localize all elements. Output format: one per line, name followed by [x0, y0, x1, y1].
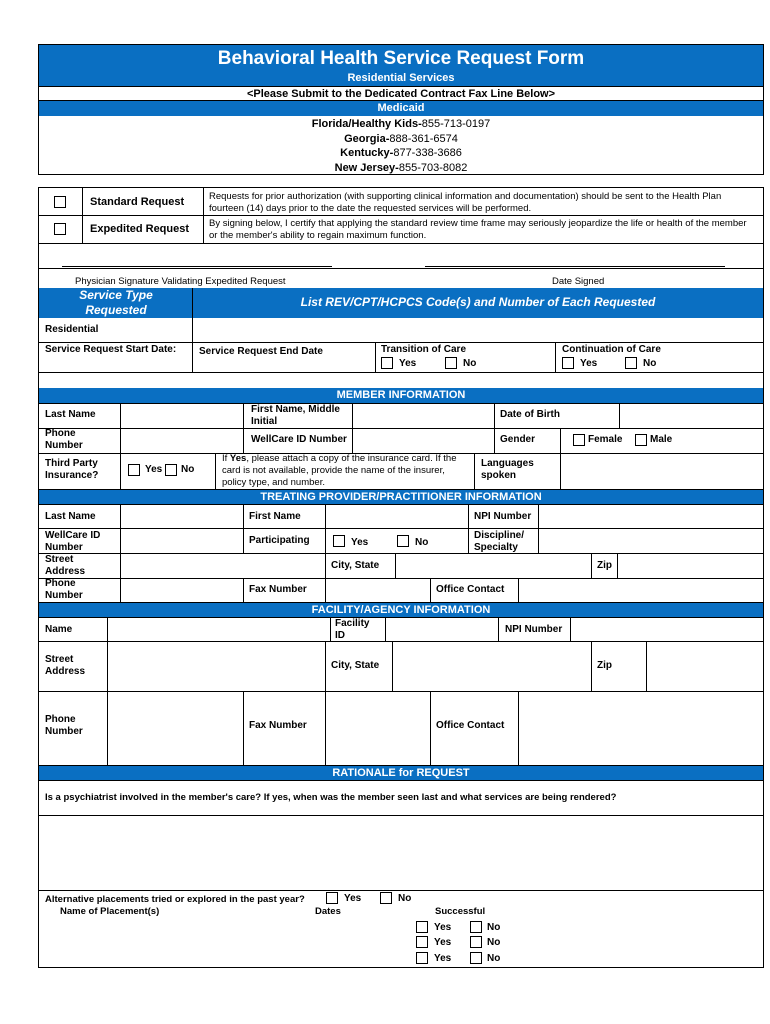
provider-last-name-label: Last Name — [45, 511, 96, 522]
member-phone-label: Phone Number — [45, 428, 83, 451]
placement-1-no-checkbox[interactable] — [470, 921, 482, 933]
placement-3-no-label: No — [487, 953, 501, 964]
placement-2-yes-label: Yes — [434, 937, 452, 948]
transition-yes-checkbox[interactable] — [381, 357, 393, 369]
fax-note: <Please Submit to the Dedicated Contract Fax Line Below> — [39, 86, 763, 101]
form-title: Behavioral Health Service Request Form — [39, 45, 763, 72]
alternative-no-label: No — [398, 893, 412, 904]
provider-office-contact-label: Office Contact — [436, 584, 505, 595]
placement-1-yes-label: Yes — [434, 922, 452, 933]
participating-label: Participating — [249, 535, 310, 546]
third-party-yes-checkbox[interactable] — [128, 464, 140, 476]
facility-street-label: Street Address — [45, 654, 86, 677]
participating-yes-checkbox[interactable] — [333, 535, 345, 547]
facility-fax-label: Fax Number — [249, 720, 307, 731]
signature-line[interactable] — [62, 266, 332, 267]
facility-npi-label: NPI Number — [505, 624, 563, 635]
fax-line-georgia: Georgia-888-361-6574 — [344, 132, 458, 145]
end-date-label: Service Request End Date — [199, 346, 323, 357]
placement-3-no-checkbox[interactable] — [470, 952, 482, 964]
provider-wellcare-id-label: WellCare ID Number — [45, 530, 101, 553]
provider-zip-label: Zip — [597, 560, 612, 571]
member-wellcare-id-label: WellCare ID Number — [251, 434, 347, 445]
gender-male-checkbox[interactable] — [635, 434, 647, 446]
continuation-no-label: No — [643, 358, 657, 369]
date-signed-line[interactable] — [425, 266, 725, 267]
facility-phone-label: Phone Number — [45, 714, 83, 737]
transition-no-label: No — [463, 358, 477, 369]
third-party-no-checkbox[interactable] — [165, 464, 177, 476]
facility-office-contact-label: Office Contact — [436, 720, 505, 731]
alternative-yes-label: Yes — [344, 893, 362, 904]
standard-request-label: Standard Request — [90, 196, 185, 208]
alternative-no-checkbox[interactable] — [380, 892, 392, 904]
program-label: Medicaid — [39, 101, 763, 116]
placement-dates-column: Dates — [315, 906, 341, 917]
provider-info-header: TREATING PROVIDER/PRACTITIONER INFORMATION — [39, 490, 763, 504]
facility-id-label: Facility ID — [335, 618, 370, 641]
continuation-yes-label: Yes — [580, 358, 598, 369]
provider-first-name-label: First Name — [249, 511, 301, 522]
form-subtitle: Residential Services — [39, 72, 763, 86]
expedited-request-label: Expedited Request — [90, 223, 190, 235]
member-last-name-label: Last Name — [45, 409, 96, 420]
languages-label: Languages spoken — [481, 458, 534, 481]
member-gender-label: Gender — [500, 434, 536, 445]
service-type-header: Service Type Requested — [79, 288, 153, 317]
third-party-note: If Yes, please attach a copy of the insurance card. If the card is not available, provide the name of the insurer, policy type, and number. — [222, 453, 457, 488]
facility-name-label: Name — [45, 624, 73, 635]
placement-2-no-checkbox[interactable] — [470, 936, 482, 948]
continuation-yes-checkbox[interactable] — [562, 357, 574, 369]
placement-2-yes-checkbox[interactable] — [416, 936, 428, 948]
participating-no-checkbox[interactable] — [397, 535, 409, 547]
standard-request-checkbox[interactable] — [54, 196, 66, 208]
third-party-no-label: No — [181, 464, 195, 475]
transition-yes-label: Yes — [399, 358, 417, 369]
standard-request-text: Requests for prior authorization (with supporting clinical information and documentation) should be sent to the Health Plan fourteen (14) days prior to the date the requested services will be performed. — [209, 191, 722, 214]
placement-successful-column: Successful — [435, 906, 486, 917]
gender-female-checkbox[interactable] — [573, 434, 585, 446]
gender-female-label: Female — [588, 434, 623, 445]
residential-label: Residential — [45, 324, 99, 335]
provider-npi-label: NPI Number — [474, 511, 532, 522]
facility-city-state-label: City, State — [331, 660, 380, 671]
facility-info-header: FACILITY/AGENCY INFORMATION — [39, 603, 763, 617]
codes-header: List REV/CPT/HCPCS Code(s) and Number of Each Requested — [300, 295, 656, 309]
participating-yes-label: Yes — [351, 537, 369, 548]
member-dob-label: Date of Birth — [500, 409, 560, 420]
signature-label: Physician Signature Validating Expedited Request — [75, 276, 286, 287]
expedited-request-text: By signing below, I certify that applying the standard review time frame may seriously jeopardize the life or health of the member or the member's ability to regain maximum function. — [209, 218, 747, 241]
fax-line-new-jersey: New Jersey-855-703-8082 — [334, 161, 468, 174]
provider-phone-label: Phone Number — [45, 578, 83, 601]
provider-city-state-label: City, State — [331, 560, 380, 571]
psychiatrist-question: Is a psychiatrist involved in the member's care? If yes, when was the member seen last and what services are being rendered? — [45, 792, 617, 803]
provider-street-label: Street Address — [45, 554, 86, 577]
facility-zip-label: Zip — [597, 660, 612, 671]
expedited-request-checkbox[interactable] — [54, 223, 66, 235]
date-signed-label: Date Signed — [552, 276, 605, 287]
placement-name-column: Name of Placement(s) — [60, 906, 160, 917]
member-info-header: MEMBER INFORMATION — [39, 388, 763, 403]
start-date-label: Service Request Start Date: — [45, 344, 177, 355]
third-party-label: Third Party Insurance? — [45, 458, 99, 481]
continuation-no-checkbox[interactable] — [625, 357, 637, 369]
psychiatrist-answer-area[interactable] — [40, 816, 762, 890]
transition-of-care-label: Transition of Care — [381, 344, 467, 355]
member-first-name-label: First Name, Middle Initial — [251, 404, 340, 427]
placement-1-yes-checkbox[interactable] — [416, 921, 428, 933]
discipline-label: Discipline/ Specialty — [474, 530, 525, 553]
participating-no-label: No — [415, 537, 429, 548]
placement-3-yes-checkbox[interactable] — [416, 952, 428, 964]
rationale-header: RATIONALE for REQUEST — [39, 766, 763, 780]
alternative-yes-checkbox[interactable] — [326, 892, 338, 904]
provider-fax-label: Fax Number — [249, 584, 307, 595]
fax-lines — [39, 117, 763, 175]
continuation-of-care-label: Continuation of Care — [562, 344, 661, 355]
fax-line-florida: Florida/Healthy Kids-855-713-0197 — [311, 118, 491, 130]
placement-1-no-label: No — [487, 922, 501, 933]
fax-line-kentucky: Kentucky-877-338-3686 — [340, 147, 462, 159]
alternative-placements-question: Alternative placements tried or explored in the past year? — [45, 894, 305, 905]
placement-2-no-label: No — [487, 937, 501, 948]
third-party-yes-label: Yes — [145, 464, 163, 475]
transition-no-checkbox[interactable] — [445, 357, 457, 369]
placement-3-yes-label: Yes — [434, 953, 452, 964]
gender-male-label: Male — [650, 434, 673, 445]
